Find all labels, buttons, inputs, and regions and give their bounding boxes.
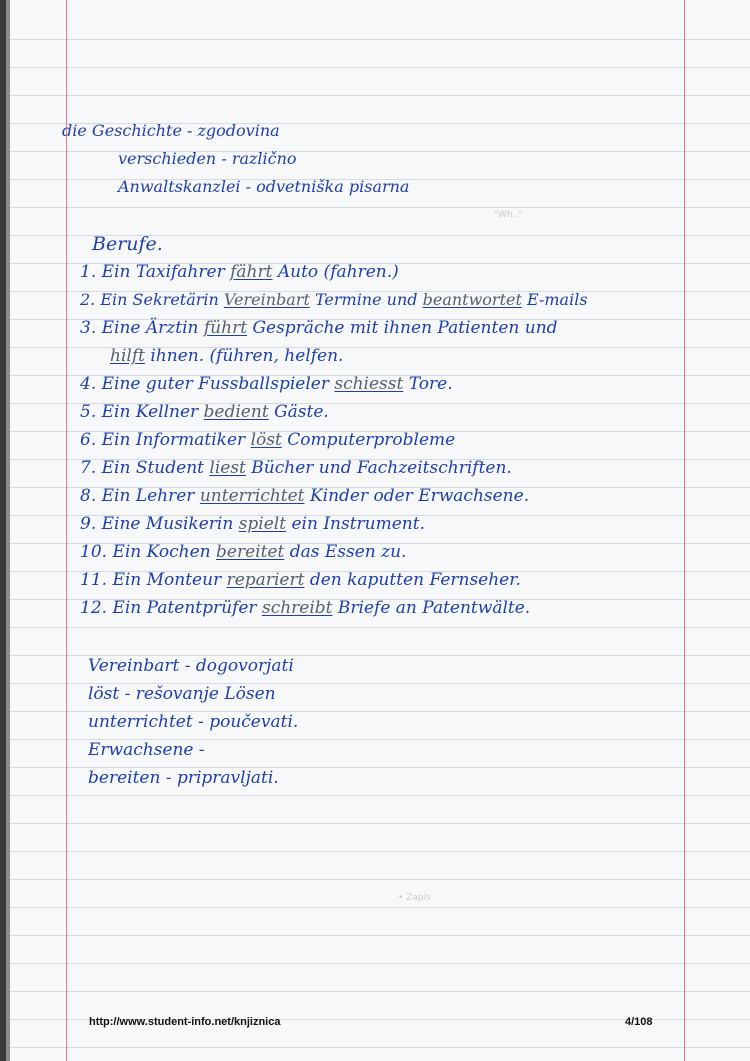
ink-smudge: "Wh..": [494, 210, 523, 220]
exercise-line: 3. Eine Ärztin führt Gespräche mit ihnen Patienten und: [80, 318, 558, 338]
answer-fill: repariert: [226, 570, 305, 590]
exercise-line: 10. Ein Kochen bereitet das Essen zu.: [80, 542, 407, 562]
page-binding-shadow: [6, 0, 10, 1061]
ink-smudge: • Zapis: [398, 893, 431, 903]
vocab-bottom-3: unterrichtet - poučevati.: [88, 712, 299, 732]
vocab-bottom-1: Vereinbart - dogovorjati: [88, 656, 294, 676]
vocab-top-2: verschieden - različno: [118, 149, 297, 168]
answer-fill: löst: [250, 430, 282, 450]
vocab-top-3: Anwaltskanzlei - odvetniška pisarna: [118, 177, 410, 196]
answer-fill: liest: [209, 458, 246, 478]
answer-fill: spielt: [238, 514, 287, 534]
exercise-line: 4. Eine guter Fussballspieler schiesst Tore.: [80, 374, 453, 394]
page-number: 4/108: [625, 1016, 653, 1028]
footer-url: http://www.student-info.net/knjiznica: [89, 1016, 281, 1028]
answer-fill: schiesst: [334, 374, 404, 394]
exercise-line: 11. Ein Monteur repariert den kaputten Fernseher.: [80, 570, 521, 590]
exercise-line: 2. Ein Sekretärin Vereinbart Termine und beantwortet E-mails: [80, 290, 588, 309]
answer-fill: Vereinbart: [223, 290, 310, 309]
section-heading: Berufe.: [92, 233, 163, 255]
answer-fill: fährt: [230, 262, 273, 282]
exercise-line: 8. Ein Lehrer unterrichtet Kinder oder Erwachsene.: [80, 486, 530, 506]
exercise-line: 1. Ein Taxifahrer fährt Auto (fahren.): [80, 262, 399, 282]
exercise-line: 6. Ein Informatiker löst Computerprobleme: [80, 430, 456, 450]
exercise-line: hilft ihnen. (führen, helfen.: [110, 346, 344, 366]
vocab-top-1: die Geschichte - zgodovina: [62, 121, 280, 140]
answer-fill: bereitet: [216, 542, 285, 562]
exercise-line: 12. Ein Patentprüfer schreibt Briefe an Patentwälte.: [80, 598, 531, 618]
vocab-bottom-2: löst - rešovanje Lösen: [88, 684, 276, 704]
exercise-line: 9. Eine Musikerin spielt ein Instrument.: [80, 514, 425, 534]
answer-fill: unterrichtet: [199, 486, 305, 506]
left-margin-line: [66, 0, 67, 1061]
answer-fill: schreibt: [261, 598, 333, 618]
vocab-bottom-5: bereiten - pripravljati.: [88, 768, 279, 788]
answer-fill: bedient: [203, 402, 269, 422]
vocab-bottom-4: Erwachsene -: [88, 740, 205, 760]
right-margin-line: [684, 0, 685, 1061]
answer-fill: führt: [203, 318, 248, 338]
exercise-line: 7. Ein Student liest Bücher und Fachzeitschriften.: [80, 458, 512, 478]
exercise-line: 5. Ein Kellner bedient Gäste.: [80, 402, 329, 422]
answer-fill: hilft: [110, 346, 145, 366]
answer-fill: beantwortet: [422, 290, 522, 309]
